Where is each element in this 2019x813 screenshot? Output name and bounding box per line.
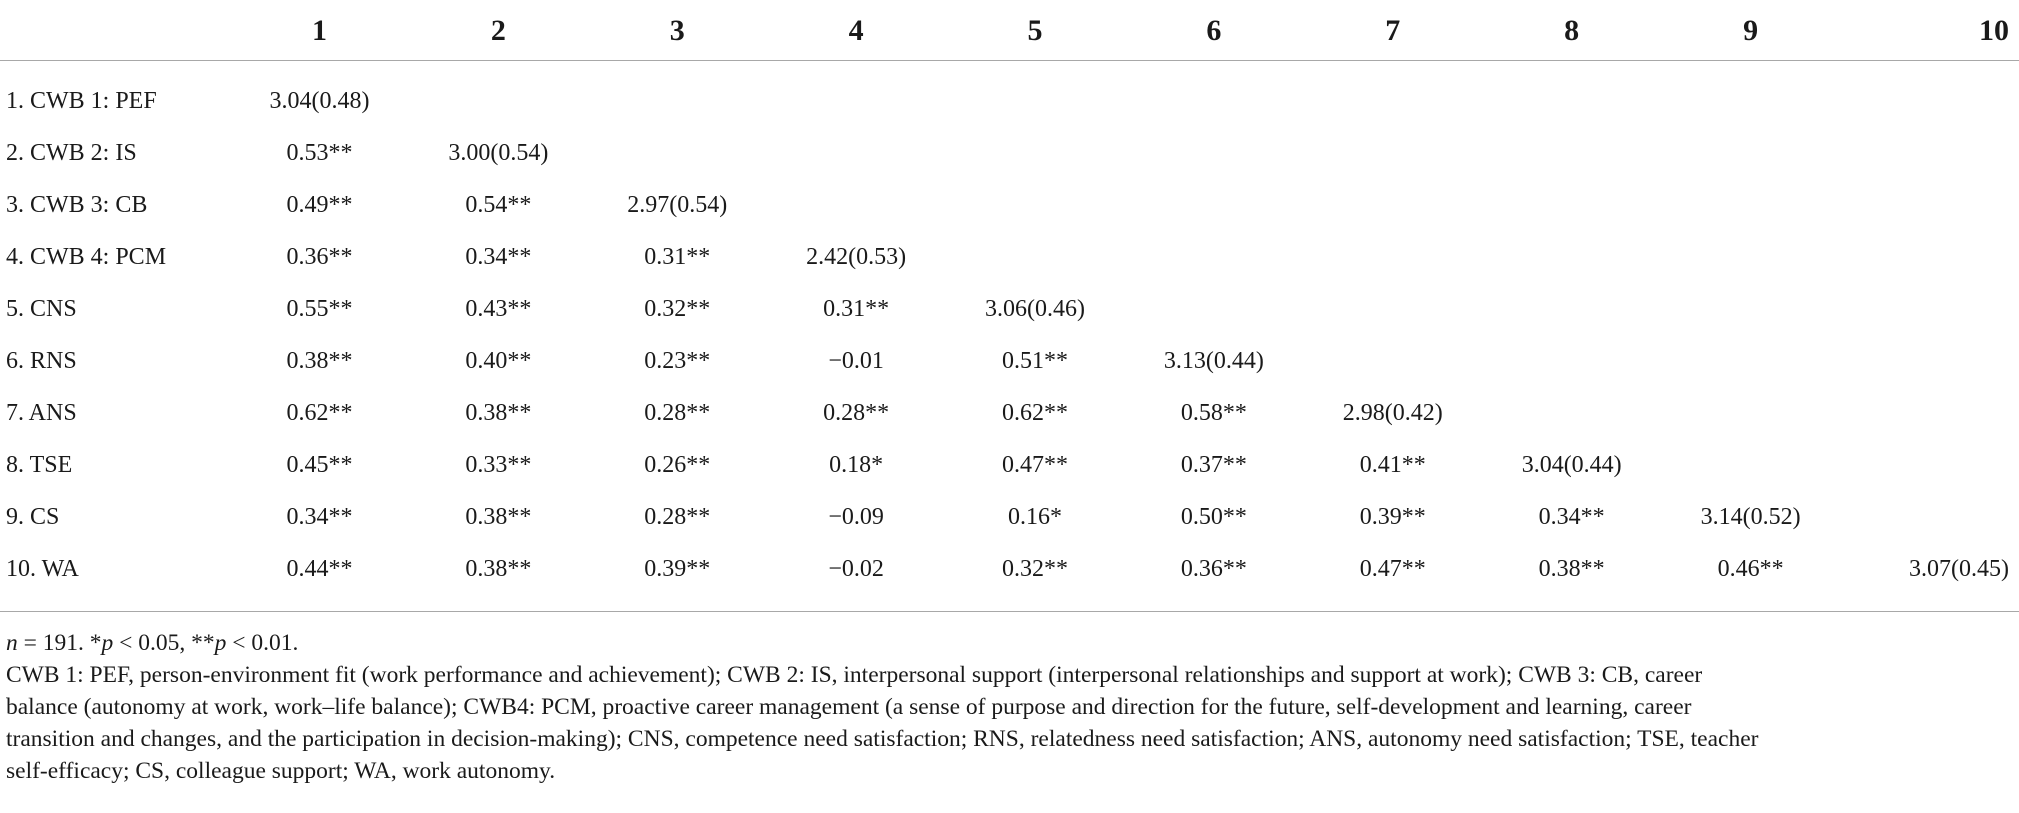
table-body bbox=[0, 61, 2019, 608]
row-label: 8. TSE bbox=[6, 451, 73, 478]
table-cell: 2.42(0.53) bbox=[806, 243, 907, 270]
table-cell bbox=[1482, 127, 1661, 179]
table-cell: 0.62** bbox=[1002, 399, 1068, 426]
table-row bbox=[0, 491, 2019, 543]
table-cell bbox=[1303, 283, 1482, 335]
table-cell: 3.13(0.44) bbox=[1163, 347, 1264, 374]
p-symbol: p bbox=[101, 630, 114, 656]
table-cell: 3.04(0.48) bbox=[269, 87, 370, 114]
table-cell bbox=[946, 61, 1125, 128]
table-cell: 0.44** bbox=[286, 555, 353, 582]
table-cell: 0.36** bbox=[286, 243, 353, 270]
table-cell: 3.07(0.45) bbox=[1909, 555, 2009, 582]
table-cell: 0.38** bbox=[465, 503, 532, 530]
table-cell: 0.49** bbox=[286, 191, 353, 218]
table-cell: 0.39** bbox=[644, 555, 711, 582]
row-label: 5. CNS bbox=[6, 295, 77, 322]
table-row bbox=[0, 439, 2019, 491]
table-cell bbox=[1482, 231, 1661, 283]
table-cell bbox=[1840, 231, 2019, 283]
table-cell bbox=[588, 127, 767, 179]
table-cell bbox=[1303, 231, 1482, 283]
table-cell: 2.98(0.42) bbox=[1342, 399, 1443, 426]
p-threshold-text: < 0.05, ** bbox=[113, 630, 215, 656]
table-cell: 0.38** bbox=[1538, 555, 1605, 582]
table-cell: 0.58** bbox=[1180, 399, 1247, 426]
table-cell bbox=[1840, 491, 2019, 543]
table-cell bbox=[1661, 127, 1840, 179]
table-cell bbox=[1124, 61, 1303, 128]
table-cell bbox=[1482, 61, 1661, 128]
table-cell bbox=[1482, 335, 1661, 387]
table-cell bbox=[946, 231, 1125, 283]
table-cell: 0.38** bbox=[286, 347, 353, 374]
abbreviation-note-line: transition and changes, and the participation in decision-making); CNS, competence need satisfaction; RNS, relatedness need satisfaction; ANS, autonomy need satisfaction; TSE, teacher bbox=[6, 726, 1759, 752]
header-row bbox=[0, 0, 2019, 61]
table-row bbox=[0, 231, 2019, 283]
table-cell bbox=[1482, 179, 1661, 231]
table-cell bbox=[1124, 179, 1303, 231]
table-cell: 0.41** bbox=[1359, 451, 1426, 478]
table-cell bbox=[1840, 127, 2019, 179]
table-row bbox=[0, 61, 2019, 128]
table-cell: 0.47** bbox=[1359, 555, 1426, 582]
column-header: 10 bbox=[1840, 0, 2019, 61]
abbreviation-note-line: CWB 1: PEF, person-environment fit (work performance and achievement); CWB 2: IS, interpersonal support (interpersonal relationships and support at work); CWB 3: CB, career bbox=[6, 662, 1703, 688]
table-cell: 0.26** bbox=[644, 451, 711, 478]
column-header: 6 bbox=[1124, 0, 1303, 61]
significance-note bbox=[6, 627, 2011, 659]
row-label: 6. RNS bbox=[6, 347, 77, 374]
abbreviation-note-line: balance (autonomy at work, work–life balance); CWB4: PCM, proactive career management (a sense of purpose and direction for the future, self-development and learning, career bbox=[6, 694, 1692, 720]
table-row bbox=[0, 335, 2019, 387]
table-row bbox=[0, 127, 2019, 179]
table-cell bbox=[1303, 127, 1482, 179]
table-cell bbox=[1124, 127, 1303, 179]
table-cell: 2.97(0.54) bbox=[627, 191, 728, 218]
table-cell: −0.02 bbox=[828, 555, 884, 582]
table-cell: 0.50** bbox=[1180, 503, 1247, 530]
p-threshold-text: < 0.01. bbox=[226, 630, 299, 656]
table-cell bbox=[1840, 61, 2019, 128]
table-cell: 0.47** bbox=[1002, 451, 1068, 478]
table-cell bbox=[1303, 179, 1482, 231]
table-cell bbox=[1661, 439, 1840, 491]
table-cell bbox=[1840, 387, 2019, 439]
table-cell: 0.37** bbox=[1180, 451, 1247, 478]
table-row bbox=[0, 283, 2019, 335]
table-cell: 0.51** bbox=[1002, 347, 1068, 374]
table-cell: 3.06(0.46) bbox=[985, 295, 1085, 322]
row-label: 9. CS bbox=[6, 503, 60, 530]
row-label: 7. ANS bbox=[6, 399, 77, 426]
table-cell bbox=[767, 179, 946, 231]
table-cell: −0.01 bbox=[828, 347, 884, 374]
table-cell bbox=[1482, 387, 1661, 439]
table-cell bbox=[767, 127, 946, 179]
table-cell bbox=[1661, 231, 1840, 283]
column-header: 3 bbox=[588, 0, 767, 61]
n-text: = 191. * bbox=[17, 630, 102, 656]
table-cell: 0.31** bbox=[644, 243, 711, 270]
abbreviation-note-line: self-efficacy; CS, colleague support; WA, work autonomy. bbox=[6, 758, 556, 784]
column-header: 1 bbox=[230, 0, 409, 61]
table-cell bbox=[1482, 283, 1661, 335]
table-cell: 0.43** bbox=[465, 295, 532, 322]
table-cell: 0.36** bbox=[1180, 555, 1247, 582]
table-cell: 0.53** bbox=[286, 139, 353, 166]
table-cell: 0.62** bbox=[286, 399, 353, 426]
n-symbol: n bbox=[6, 630, 18, 656]
table-cell bbox=[588, 61, 767, 128]
table-bottom-rule bbox=[0, 611, 2019, 612]
table-row bbox=[0, 179, 2019, 231]
table-cell: 0.39** bbox=[1359, 503, 1426, 530]
column-header: 8 bbox=[1482, 0, 1661, 61]
table-cell bbox=[946, 179, 1125, 231]
table-cell bbox=[1840, 283, 2019, 335]
table-cell: 0.32** bbox=[1002, 555, 1068, 582]
table-cell: 3.00(0.54) bbox=[448, 139, 549, 166]
table-cell: 0.33** bbox=[465, 451, 532, 478]
table-cell: 0.34** bbox=[1538, 503, 1605, 530]
row-label: 4. CWB 4: PCM bbox=[6, 243, 167, 270]
table-cell: 0.54** bbox=[465, 191, 532, 218]
table-cell: 0.38** bbox=[465, 555, 532, 582]
table-cell: 0.18* bbox=[829, 451, 884, 478]
p-symbol: p bbox=[214, 630, 227, 656]
table-cell: −0.09 bbox=[828, 503, 884, 530]
table-cell: 0.40** bbox=[465, 347, 532, 374]
table-row bbox=[0, 543, 2019, 607]
column-header: 5 bbox=[946, 0, 1125, 61]
table-cell bbox=[767, 61, 946, 128]
table-cell bbox=[1661, 61, 1840, 128]
row-label: 1. CWB 1: PEF bbox=[6, 87, 157, 114]
column-header: 4 bbox=[767, 0, 946, 61]
table-cell bbox=[1840, 179, 2019, 231]
table-cell bbox=[946, 127, 1125, 179]
table-cell bbox=[1661, 179, 1840, 231]
table-cell bbox=[1124, 231, 1303, 283]
table-cell: 0.28** bbox=[644, 503, 711, 530]
table-row bbox=[0, 387, 2019, 439]
table-cell: 0.31** bbox=[823, 295, 890, 322]
table-cell: 3.14(0.52) bbox=[1700, 503, 1801, 530]
table-cell: 0.16* bbox=[1008, 503, 1062, 530]
table-notes bbox=[6, 627, 2011, 787]
header-corner bbox=[0, 0, 230, 61]
table-cell: 0.28** bbox=[644, 399, 711, 426]
table-cell bbox=[1124, 283, 1303, 335]
table-cell: 0.55** bbox=[286, 295, 353, 322]
table-cell bbox=[1303, 61, 1482, 128]
table-cell bbox=[1661, 283, 1840, 335]
table-cell bbox=[1840, 335, 2019, 387]
row-label: 10. WA bbox=[6, 555, 79, 582]
table-cell: 0.34** bbox=[286, 503, 353, 530]
table-cell: 0.45** bbox=[286, 451, 353, 478]
column-header: 2 bbox=[409, 0, 588, 61]
table-cell: 0.46** bbox=[1717, 555, 1784, 582]
table-cell bbox=[1840, 439, 2019, 491]
table-cell: 0.32** bbox=[644, 295, 711, 322]
table-cell: 0.23** bbox=[644, 347, 711, 374]
table-cell bbox=[1661, 387, 1840, 439]
table-cell bbox=[1303, 335, 1482, 387]
column-header: 7 bbox=[1303, 0, 1482, 61]
row-label: 2. CWB 2: IS bbox=[6, 139, 137, 166]
row-label: 3. CWB 3: CB bbox=[6, 191, 148, 218]
table-cell bbox=[409, 61, 588, 128]
table-cell: 3.04(0.44) bbox=[1521, 451, 1622, 478]
table-header bbox=[0, 0, 2019, 61]
column-header: 9 bbox=[1661, 0, 1840, 61]
table-cell: 0.28** bbox=[823, 399, 890, 426]
table-cell: 0.38** bbox=[465, 399, 532, 426]
table-cell bbox=[1661, 335, 1840, 387]
table-cell: 0.34** bbox=[465, 243, 532, 270]
